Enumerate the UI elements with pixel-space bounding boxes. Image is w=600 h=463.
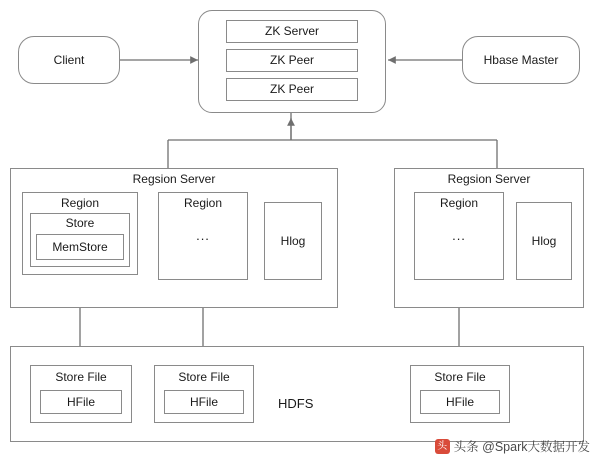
node-region-server-2-label: Regsion Server (447, 172, 531, 186)
node-region-server-1-label: Regsion Server (132, 172, 216, 186)
node-client-label: Client (53, 52, 85, 67)
node-hfile-2[interactable] (164, 390, 244, 414)
node-zk-server-label: ZK Server (264, 24, 319, 39)
node-zk-peer-1[interactable] (226, 49, 358, 72)
node-hdfs-label: HDFS (278, 396, 314, 411)
node-zk-peer-2[interactable] (226, 78, 358, 101)
node-hfile-3[interactable] (420, 390, 500, 414)
node-hbase-master-label: Hbase Master (483, 52, 559, 67)
node-hbase-master[interactable] (462, 36, 580, 84)
node-hfile-3-label: HFile (445, 394, 474, 409)
node-zk-server[interactable] (226, 20, 358, 43)
node-region-1-label: Region (60, 196, 100, 210)
node-region-3-label: Region (439, 196, 479, 210)
node-memstore-label: MemStore (52, 239, 108, 254)
node-hlog-2[interactable] (516, 202, 572, 280)
node-hfile-1-label: HFile (66, 394, 95, 409)
node-hlog-1-label: Hlog (280, 233, 306, 248)
node-region-2-ellipsis: ... (196, 228, 210, 243)
node-store-file-1-label: Store File (55, 370, 107, 384)
node-memstore[interactable] (36, 234, 124, 260)
node-store-file-3-label: Store File (434, 370, 486, 384)
watermark-text: 头条 @Spark大数据开发 (453, 440, 590, 454)
node-hfile-1[interactable] (40, 390, 122, 414)
node-region-3-ellipsis: ... (452, 228, 466, 243)
node-store-file-2-label: Store File (178, 370, 230, 384)
watermark-logo-icon: 头 (435, 439, 450, 454)
node-store-label: Store (65, 216, 95, 230)
node-zk-peer-1-label: ZK Peer (269, 53, 314, 68)
node-hfile-2-label: HFile (189, 394, 218, 409)
node-client[interactable] (18, 36, 120, 84)
node-region-2-label: Region (183, 196, 223, 210)
watermark (435, 437, 590, 455)
node-hlog-1[interactable] (264, 202, 322, 280)
node-hlog-2-label: Hlog (531, 233, 557, 248)
node-zk-peer-2-label: ZK Peer (269, 82, 314, 97)
